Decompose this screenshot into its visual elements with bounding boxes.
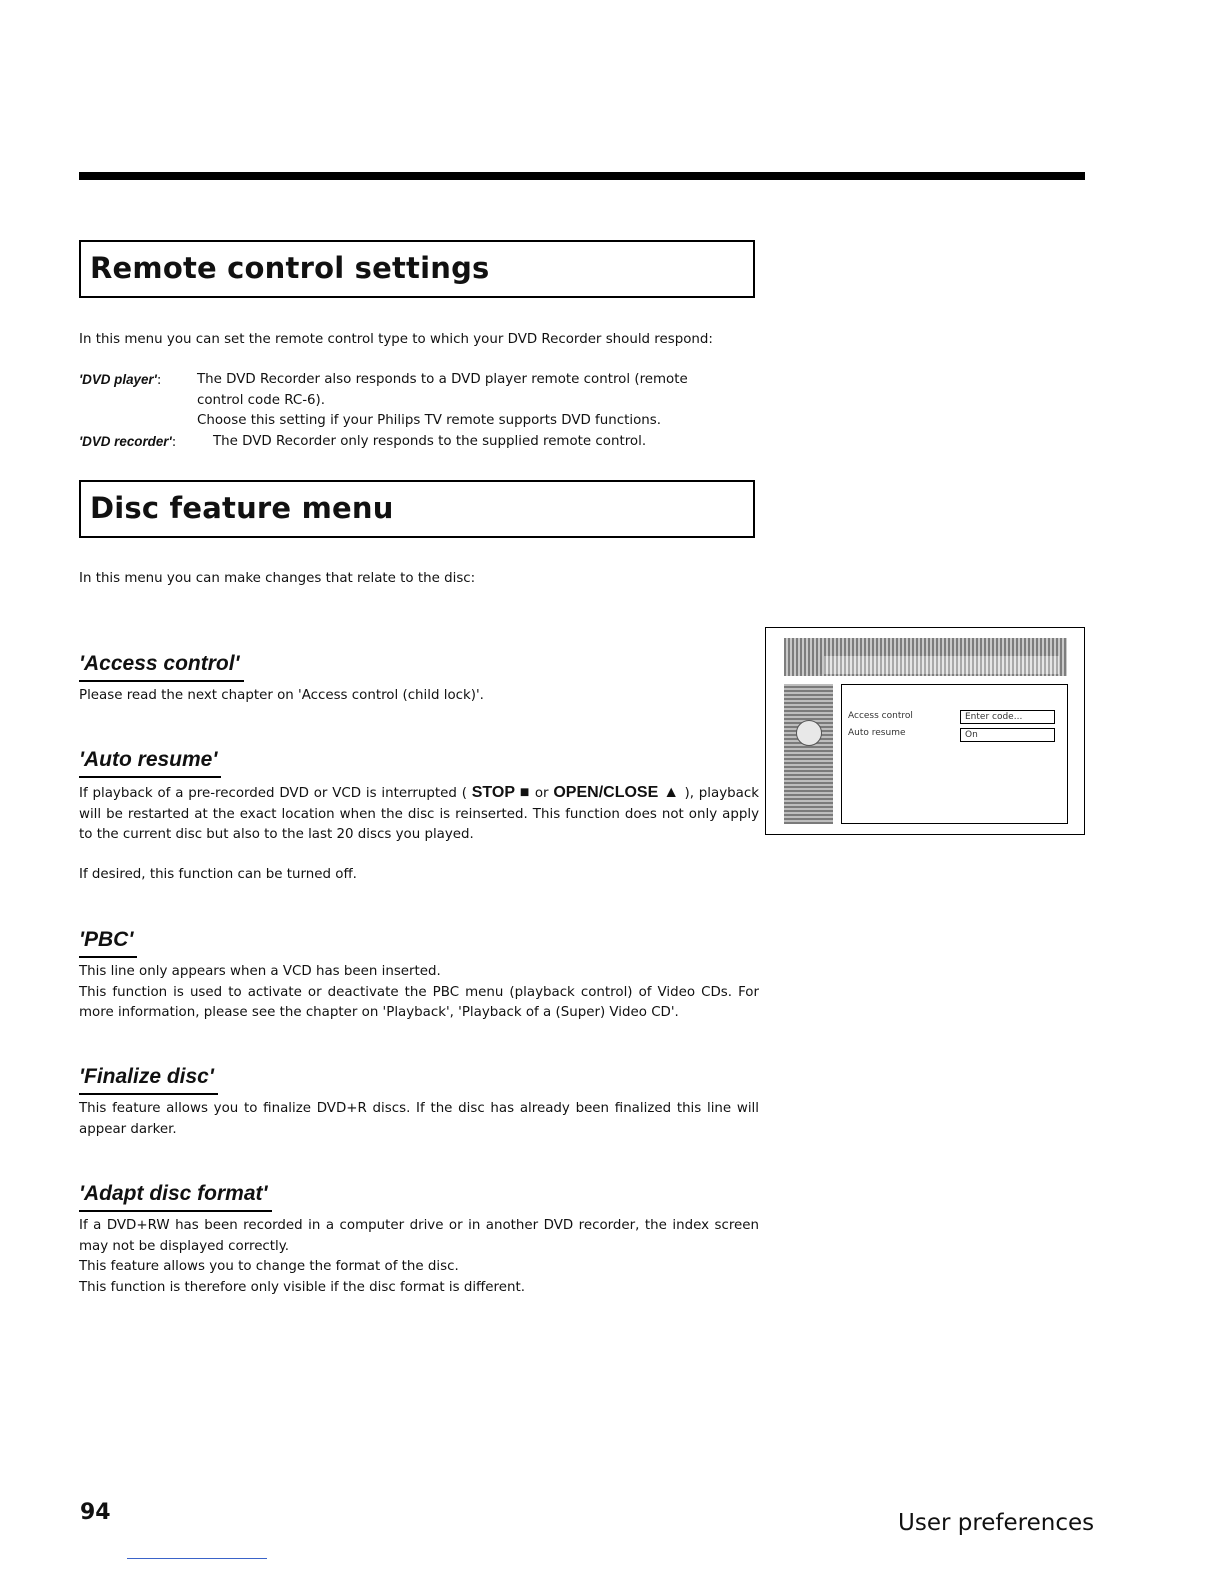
auto-resume-title: 'Auto resume': [79, 748, 221, 778]
stop-key: STOP ■: [471, 784, 530, 801]
top-rule: [79, 172, 1085, 180]
finalize-disc-title: 'Finalize disc': [79, 1065, 218, 1095]
screen-row-value: On: [960, 728, 1055, 742]
screen-row-label: Access control: [848, 711, 913, 721]
screen-menu-bar: [784, 638, 1067, 676]
disc-icon: [796, 720, 822, 746]
pbc-text: This line only appears when a VCD has been inserted. This function is used to activate or deactivate the PBC menu (playback control) of Video CDs. For more information, please see the chapter on 'Playback', 'Playback of a (Super) Video CD'.: [79, 964, 759, 1021]
option-description: The DVD Recorder only responds to the supplied remote control.: [213, 434, 647, 449]
adapt-disc-format-text: If a DVD+RW has been recorded in a computer drive or in another DVD recorder, the index screen may not be displayed correctly. This feature allows you to change the format of the disc. This function is therefore only visible if the disc format is different.: [79, 1218, 759, 1295]
remote-intro: In this menu you can set the remote control type to which your DVD Recorder should respond:: [79, 332, 713, 347]
auto-resume-text: If playback of a pre-recorded DVD or VCD is interrupted ( STOP ■ or OPEN/CLOSE ▲ ), playback will be restarted at the exact location when the disc is reinserted. This function does not only apply to the current disc but also to the last 20 discs you played.: [79, 784, 759, 843]
screen-row-value: Enter code...: [960, 710, 1055, 724]
screen-settings-panel: [841, 684, 1068, 824]
section-title: User preferences: [898, 1510, 1095, 1536]
remote-control-heading-text: Remote control settings: [90, 251, 490, 285]
bottom-rule: [127, 1558, 267, 1559]
disc-intro: In this menu you can make changes that relate to the disc:: [79, 571, 476, 586]
option-dvd-player: 'DVD player': The DVD Recorder also responds to a DVD player remote control (remote control code RC-6). Choose this setting if your Philips TV remote supports DVD functions.: [79, 370, 759, 432]
disc-feature-heading-text: Disc feature menu: [90, 491, 394, 525]
screen-side-bar: [784, 684, 833, 824]
finalize-disc-text: This feature allows you to finalize DVD+R discs. If the disc has already been finalized this line will appear darker.: [79, 1101, 759, 1137]
screen-row-label: Auto resume: [848, 728, 906, 738]
access-control-text: Please read the next chapter on 'Access control (child lock)'.: [79, 688, 484, 703]
option-term: 'DVD player': [79, 372, 157, 387]
pbc-title: 'PBC': [79, 928, 137, 958]
page-number: 94: [80, 1500, 111, 1525]
adapt-disc-format-title: 'Adapt disc format': [79, 1182, 272, 1212]
menu-screenshot: [765, 627, 1085, 835]
remote-options: [79, 370, 759, 453]
disc-feature-heading: [79, 480, 755, 538]
option-description: The DVD Recorder also responds to a DVD player remote control (remote control code RC-6). Choose this setting if your Philips TV remote supports DVD functions.: [197, 372, 688, 429]
open-close-key: OPEN/CLOSE ▲: [553, 784, 680, 801]
option-term: 'DVD recorder': [79, 434, 172, 449]
option-dvd-recorder: 'DVD recorder': The DVD Recorder only responds to the supplied remote control.: [79, 432, 759, 453]
auto-resume-text-2: If desired, this function can be turned off.: [79, 867, 357, 882]
access-control-title: 'Access control': [79, 652, 244, 682]
remote-control-heading: [79, 240, 755, 298]
